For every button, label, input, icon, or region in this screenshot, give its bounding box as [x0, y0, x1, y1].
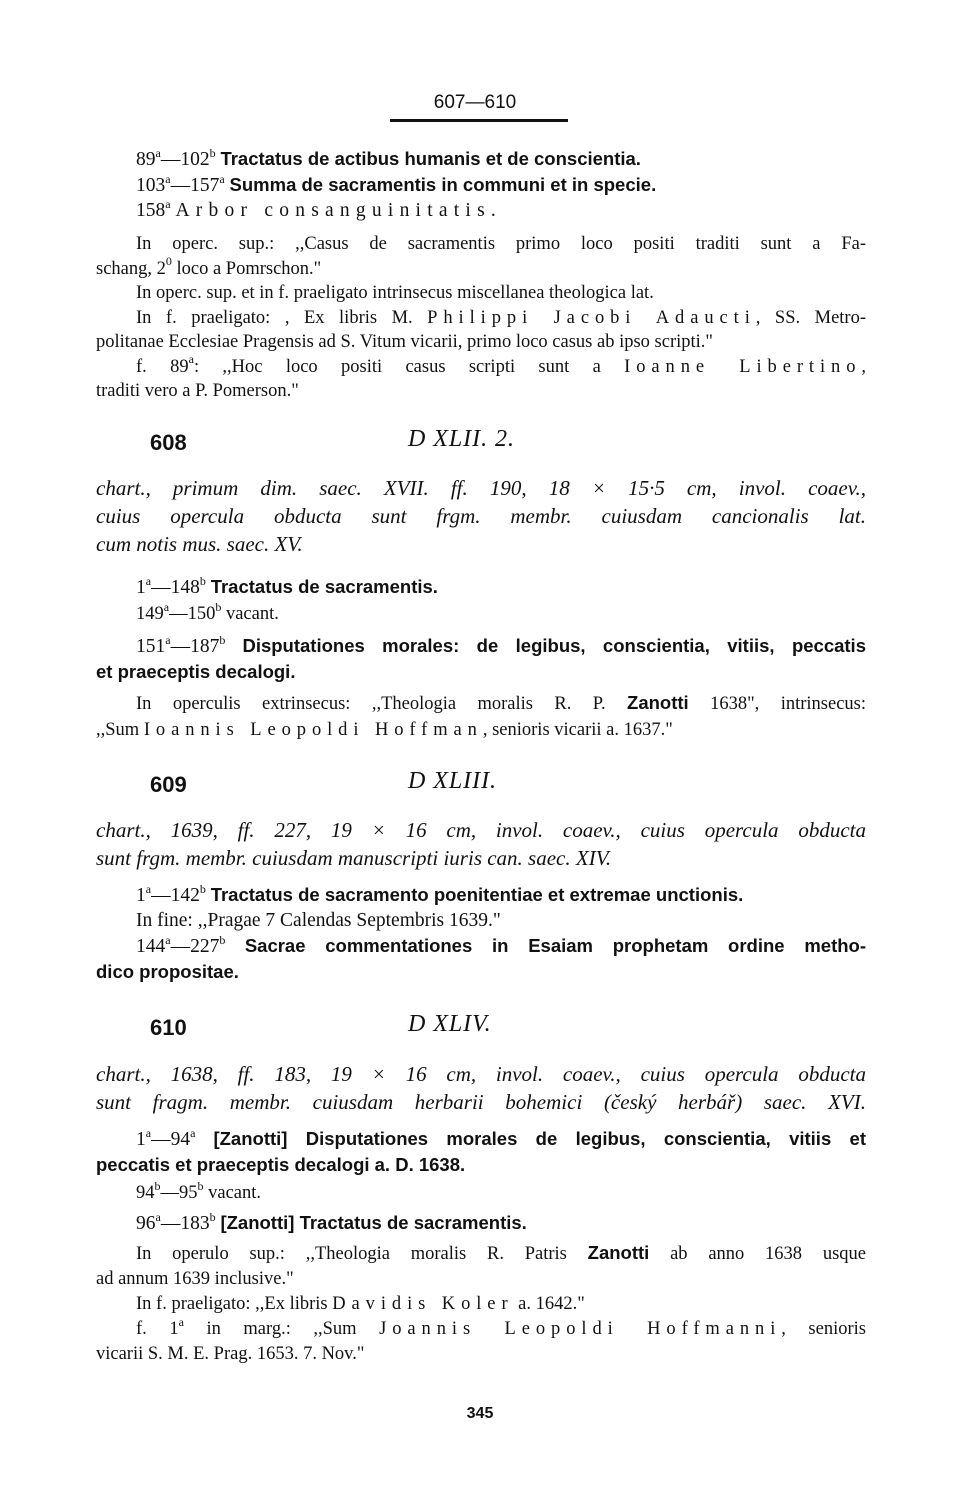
content-line: 1$^a$—148$^b$ Tractatus de sacramentis. — [136, 573, 438, 598]
note-line: In operulo sup.: ,,Theologia moralis R. Patris Zanotti ab anno 1638 usque — [136, 1242, 866, 1264]
entry-608-description — [96, 474, 866, 558]
shelfmark-609: D XLIII. — [408, 768, 497, 794]
content-line: 103$^a$—157$^a$ Summa de sacramentis in communi et in specie. — [136, 171, 657, 196]
entry-610-notes — [96, 1240, 866, 1367]
description-line: chart., 1639, ff. 227, 19 × 16 cm, invol. coaev., cuius opercula obducta — [96, 818, 866, 842]
content-line: 1$^a$—94$^a$ [Zanotti] Disputationes morales de legibus, conscientia, vitiis et — [136, 1125, 867, 1150]
note-line: vicarii S. M. E. Prag. 1653. 7. Nov." — [96, 1344, 365, 1364]
note-line: In fine: ,,Pragae 7 Calendas Septembris 1639." — [136, 910, 501, 931]
entry-610-contents — [96, 1126, 866, 1236]
entry-609-contents — [96, 882, 866, 984]
entry-610-description — [96, 1060, 866, 1116]
note-line: politanae Ecclesiae Pragensis ad S. Vitum vicarii, primo loco casus ab ipso scripti." — [96, 332, 713, 352]
note-line: schang, $2^0$ loco a Pomrschon." — [96, 254, 322, 279]
running-head-rule — [390, 119, 568, 122]
content-line: dico propositae. — [96, 961, 239, 982]
entry-number-608: 608 — [150, 430, 187, 455]
content-line: 144$^a$—227$^b$ Sacrae commentationes in Esaiam prophetam ordine metho- — [136, 932, 866, 957]
description-line: sunt frgm. membr. cuiusdam manuscripti iuris can. saec. XIV. — [96, 846, 612, 870]
note-line: f. 89$^a$: ,,Hoc loco positi casus scripti sunt a Ioanne Libertino, — [136, 352, 866, 377]
note-line: In f. praeligato: ,,Ex libris Davidis Koler a. 1642." — [136, 1294, 585, 1314]
description-line: chart., 1638, ff. 183, 19 × 16 cm, invol. coaev., cuius opercula obducta — [96, 1062, 866, 1086]
description-line: cuius opercula obducta sunt frgm. membr. cuiusdam cancionalis lat. — [96, 504, 866, 528]
note-line: In f. praeligato: , Ex libris M. Philippi Jacobi Adaucti, SS. Metro- — [136, 307, 866, 328]
content-line: 94$^b$—95$^b$ vacant. — [136, 1178, 262, 1203]
entry-607-notes — [96, 232, 866, 404]
note-line: f. 1$^a$ in marg.: ,,Sum Joannis Leopoldi Hoffmanni, senioris — [136, 1314, 866, 1339]
content-line: 158$^a$ Arbor consanguinitatis. — [136, 196, 503, 221]
content-line: 151$^a$—187$^b$ Disputationes morales: de legibus, conscientia, vitiis, peccatis — [136, 632, 866, 657]
entry-608-contents — [96, 574, 866, 684]
page-number: 345 — [466, 1405, 494, 1422]
note-line: In operculis extrinsecus: ,,Theologia moralis R. P. Zanotti 1638", intrinsecus: — [136, 692, 866, 714]
content-line: 89$^a$—102$^b$ Tractatus de actibus humanis et de conscientia. — [136, 145, 641, 170]
description-line: cum notis mus. saec. XV. — [96, 532, 303, 556]
note-line: In operc. sup. et in f. praeligato intrinsecus miscellanea theologica lat. — [136, 283, 654, 303]
running-head: 607—610 — [433, 92, 517, 113]
shelfmark-608: D XLII. 2. — [408, 426, 515, 452]
content-line: et praeceptis decalogi. — [96, 661, 296, 682]
entry-608-notes — [96, 690, 866, 743]
entry-607-contents — [96, 146, 866, 223]
entry-number-609: 609 — [150, 772, 187, 797]
shelfmark-610: D XLIV. — [408, 1011, 492, 1037]
entry-609-description — [96, 816, 866, 872]
note-line: In operc. sup.: ,,Casus de sacramentis primo loco positi traditi sunt a Fa- — [136, 234, 866, 254]
entry-number-610: 610 — [150, 1015, 187, 1040]
content-line: 96$^a$—183$^b$ [Zanotti] Tractatus de sacramentis. — [136, 1209, 527, 1234]
description-line: sunt fragm. membr. cuiusdam herbarii bohemici (český herbář) saec. XVI. — [96, 1090, 866, 1114]
description-line: chart., primum dim. saec. XVII. ff. 190, 18 × 15·5 cm, invol. coaev., — [96, 476, 866, 500]
content-line: peccatis et praeceptis decalogi a. D. 1638. — [96, 1154, 466, 1175]
note-line: traditi vero a P. Pomerson." — [96, 381, 299, 401]
note-line: ,,Sum Ioannis Leopoldi Hoffman, senioris vicarii a. 1637." — [96, 720, 673, 740]
content-line: 149$^a$—150$^b$ vacant. — [136, 599, 279, 624]
content-line: 1$^a$—142$^b$ Tractatus de sacramento poenitentiae et extremae unctionis. — [136, 881, 744, 906]
note-line: ad annum 1639 inclusive." — [96, 1269, 294, 1289]
